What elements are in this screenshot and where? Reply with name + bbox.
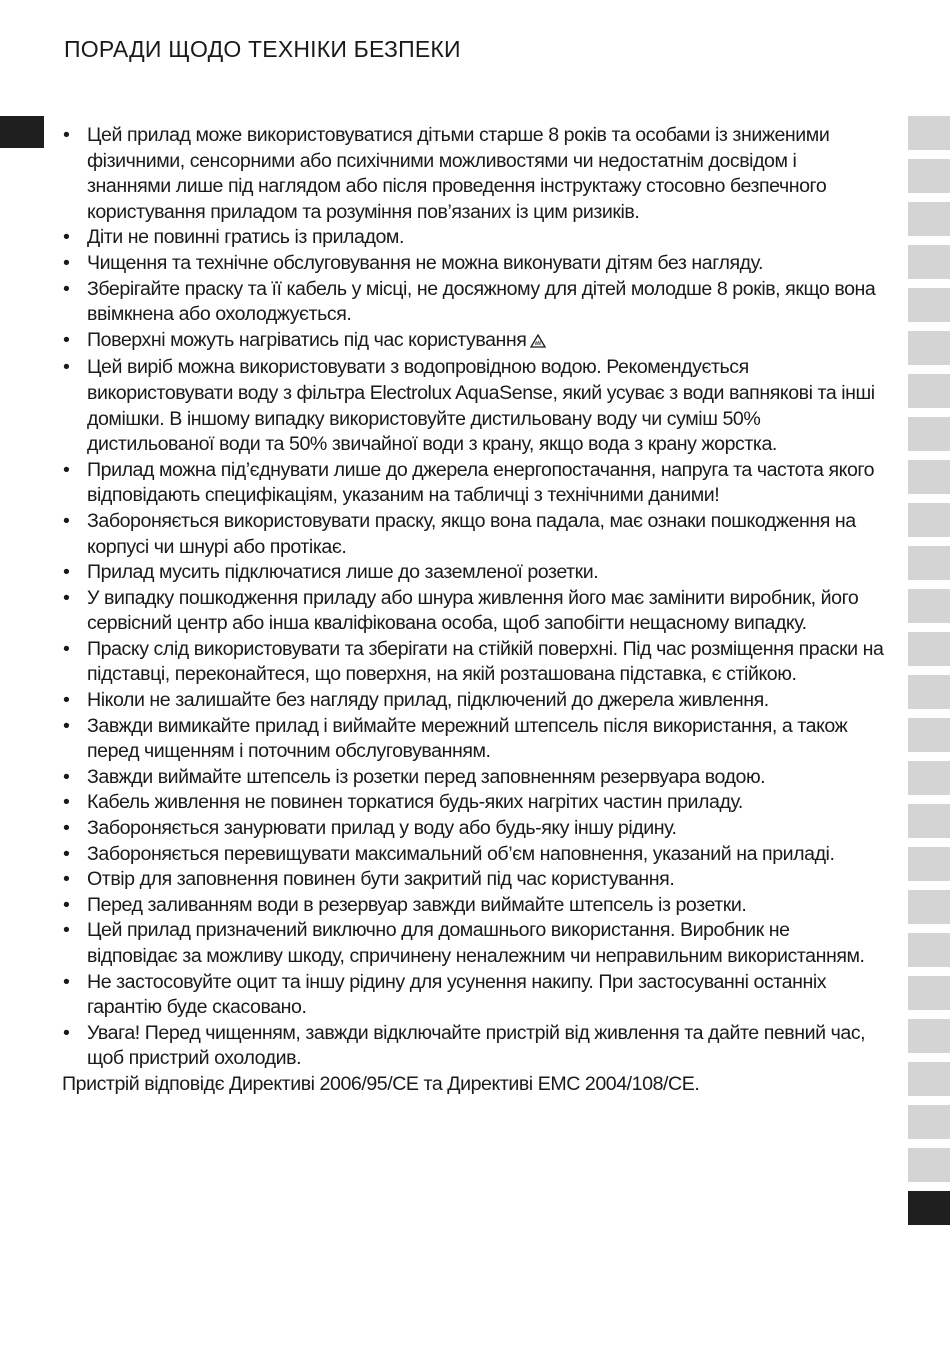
language-section-marker — [0, 116, 44, 148]
safety-item: • Завжди вимикайте прилад і виймайте мережний штепсель після використання, а також перед чищенням і поточним обслуговуванням. — [62, 714, 884, 765]
safety-item-text: Поверхні можуть нагріватись під час користування — [87, 328, 527, 351]
side-tab — [908, 202, 950, 236]
side-tab — [908, 460, 950, 494]
side-tab — [908, 288, 950, 322]
safety-item: • Цей прилад може використовуватися дітьми старше 8 років та особами із зниженими фізичними, сенсорними або психічними можливостями чи недостатнім досвідом і знаннями лише під наглядом або після проведення інструктажу стосовно безпечного користування приладом та розуміння пов’язаних із цим ризиків. — [62, 123, 884, 225]
side-tab — [908, 933, 950, 967]
side-tab — [908, 632, 950, 666]
compliance-statement: Пристрій відповідє Директиві 2006/95/CE та Директиві EMC 2004/108/CE. — [62, 1072, 700, 1095]
safety-content — [62, 123, 884, 1098]
side-tab-active — [908, 1191, 950, 1225]
side-tab — [908, 374, 950, 408]
side-tab — [908, 546, 950, 580]
safety-item: • Чищення та технічне обслуговування не можна виконувати дітям без нагляду. — [62, 251, 884, 277]
side-tab — [908, 761, 950, 795]
side-tab — [908, 417, 950, 451]
safety-item: • Прилад мусить підключатися лише до заземленої розетки. — [62, 560, 884, 586]
side-tab — [908, 589, 950, 623]
side-tab — [908, 503, 950, 537]
safety-item: • Увага! Перед чищенням, завжди відключайте пристрій від живлення та дайте певний час, щоб пристрий охолодив. — [62, 1021, 884, 1072]
side-tab — [908, 1148, 950, 1182]
hot-surface-warning-icon — [530, 330, 546, 356]
side-tab — [908, 116, 950, 150]
side-tab — [908, 1105, 950, 1139]
side-tab — [908, 847, 950, 881]
side-tab — [908, 245, 950, 279]
safety-item: • Цей виріб можна використовувати з водопровідною водою. Рекомендується використовувати воду з фільтра Electrolux AquaSense, який усуває з води вапнякові та інші домішки. В іншому випадку використовуйте дистильовану воду чи суміш 50% дистильованої води та 50% звичайної води з крану, якщо вода з крану жорстка. — [62, 355, 884, 457]
side-tab — [908, 1019, 950, 1053]
side-tab — [908, 890, 950, 924]
safety-item: • Завжди виймайте штепсель із розетки перед заповненням резервуара водою. — [62, 765, 884, 791]
safety-item: • Діти не повинні гратись із приладом. — [62, 225, 884, 251]
safety-item: • Забороняється використовувати праску, якщо вона падала, має ознаки пошкодження на корпусі чи шнурі або протікає. — [62, 509, 884, 560]
side-tab — [908, 1062, 950, 1096]
safety-item: • Прилад можна під’єднувати лише до джерела енергопостачання, напруга та частота якого відповідають специфікаціям, указаним на табличці з технічними даними! — [62, 458, 884, 509]
side-language-tabs — [908, 116, 950, 1234]
safety-item: • Не застосовуйте оцит та іншу рідину для усунення накипу. При застосуванні останніх гарантію буде скасовано. — [62, 970, 884, 1021]
safety-item: • У випадку пошкодження приладу або шнура живлення його має замінити виробник, його сервісний центр або інша кваліфікована особа, щоб запобігти нещасному випадку. — [62, 586, 884, 637]
safety-item: • Забороняється занурювати прилад у воду або будь-яку іншу рідину. — [62, 816, 884, 842]
safety-item-hot-surface — [62, 328, 884, 356]
side-tab — [908, 976, 950, 1010]
safety-item: • Кабель живлення не повинен торкатися будь-яких нагрітих частин приладу. — [62, 790, 884, 816]
safety-item: • Цей прилад призначений виключно для домашнього використання. Виробник не відповідає за можливу шкоду, спричинену неналежним чи неправильним використанням. — [62, 918, 884, 969]
safety-item: • Ніколи не залишайте без нагляду прилад, підключений до джерела живлення. — [62, 688, 884, 714]
side-tab — [908, 675, 950, 709]
safety-item: • Праску слід використовувати та зберігати на стійкій поверхні. Під час розміщення праски на підставці, переконайтеся, що поверхня, на якій розташована підставка, є стійкою. — [62, 637, 884, 688]
safety-item: • Зберігайте праску та її кабель у місці, не досяжному для дітей молодше 8 років, якщо вона ввімкнена або охолоджується. — [62, 277, 884, 328]
side-tab — [908, 804, 950, 838]
safety-item: • Перед заливанням води в резервуар завжди виймайте штепсель із розетки. — [62, 893, 884, 919]
safety-item: • Отвір для заповнення повинен бути закритий під час користування. — [62, 867, 884, 893]
side-tab — [908, 718, 950, 752]
page-title: ПОРАДИ ЩОДО ТЕХНІКИ БЕЗПЕКИ — [64, 36, 461, 62]
safety-list — [62, 123, 884, 1072]
side-tab — [908, 159, 950, 193]
safety-item: • Забороняється перевищувати максимальний об’єм наповнення, указаний на приладі. — [62, 842, 884, 868]
side-tab — [908, 331, 950, 365]
